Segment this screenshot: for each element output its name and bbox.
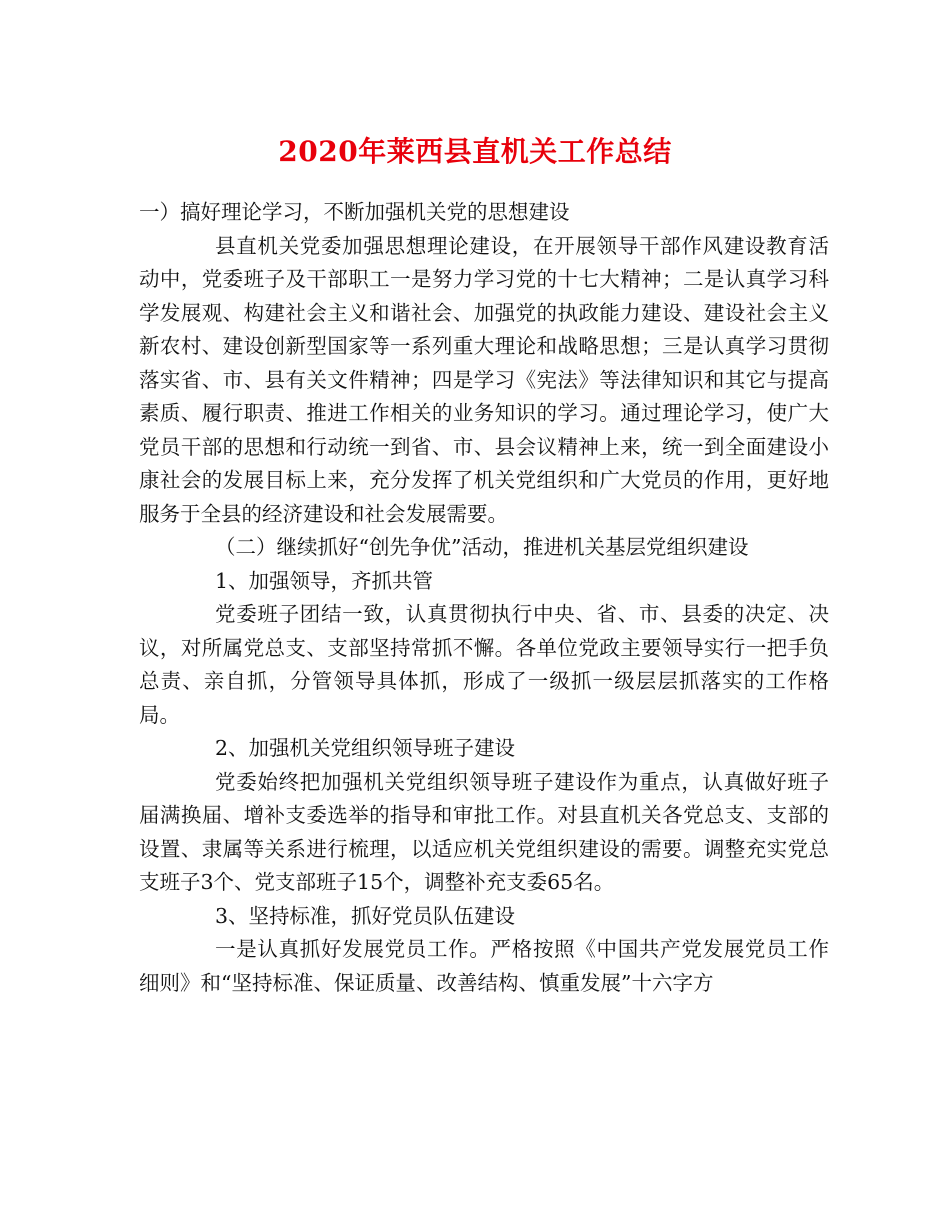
document-body bbox=[139, 196, 829, 1000]
paragraph-leadership-team: 党委始终把加强机关党组织领导班子建设作为重点，认真做好班子届满换届、增补支委选举的指导和审批工作。对县直机关各党总支、支部的设置、隶属等关系进行梳理，以适应机关党组织建设的需要。调整充实党总支班子3个、党支部班子15个，调整补充支委65名。 bbox=[139, 769, 829, 894]
section-heading-party-building: （二）继续抓好“创先争优”活动，推进机关基层党组织建设 bbox=[215, 535, 749, 559]
subheading-member-team: 3、坚持标准，抓好党员队伍建设 bbox=[215, 903, 516, 928]
section-heading-theory-study: 一）搞好理论学习，不断加强机关党的思想建设 bbox=[139, 200, 570, 224]
paragraph-leadership: 党委班子团结一致，认真贯彻执行中央、省、市、县委的决定、决议，对所属党总支、支部坚持常抓不懈。各单位党政主要领导实行一把手负总责、亲自抓，分管领导具体抓，形成了一级抓一级层层抓落实的工作格局。 bbox=[139, 602, 829, 727]
paragraph-theory-study: 县直机关党委加强思想理论建设，在开展领导干部作风建设教育活动中，党委班子及干部职工一是努力学习党的十七大精神；二是认真学习科学发展观、构建社会主义和谐社会、加强党的执政能力建设、建设社会主义新农村、建设创新型国家等一系列重大理论和战略思想；三是认真学习贯彻落实省、市、县有关文件精神；四是学习《宪法》等法律知识和其它与提高素质、履行职责、推进工作相关的业务知识的学习。通过理论学习，使广大党员干部的思想和行动统一到省、市、县会议精神上来，统一到全面建设小康社会的发展目标上来，充分发挥了机关党组织和广大党员的作用，更好地服务于全县的经济建设和社会发展需要。 bbox=[139, 233, 829, 526]
subheading-leadership: 1、加强领导，齐抓共管 bbox=[215, 568, 434, 593]
paragraph-member-development: 一是认真抓好发展党员工作。严格按照《中国共产党发展党员工作细则》和“坚持标准、保证质量、改善结构、慎重发展”十六字方 bbox=[139, 937, 829, 995]
subheading-leadership-team: 2、加强机关党组织领导班子建设 bbox=[215, 736, 516, 760]
document-title: 2020年莱西县直机关工作总结 bbox=[278, 135, 672, 168]
